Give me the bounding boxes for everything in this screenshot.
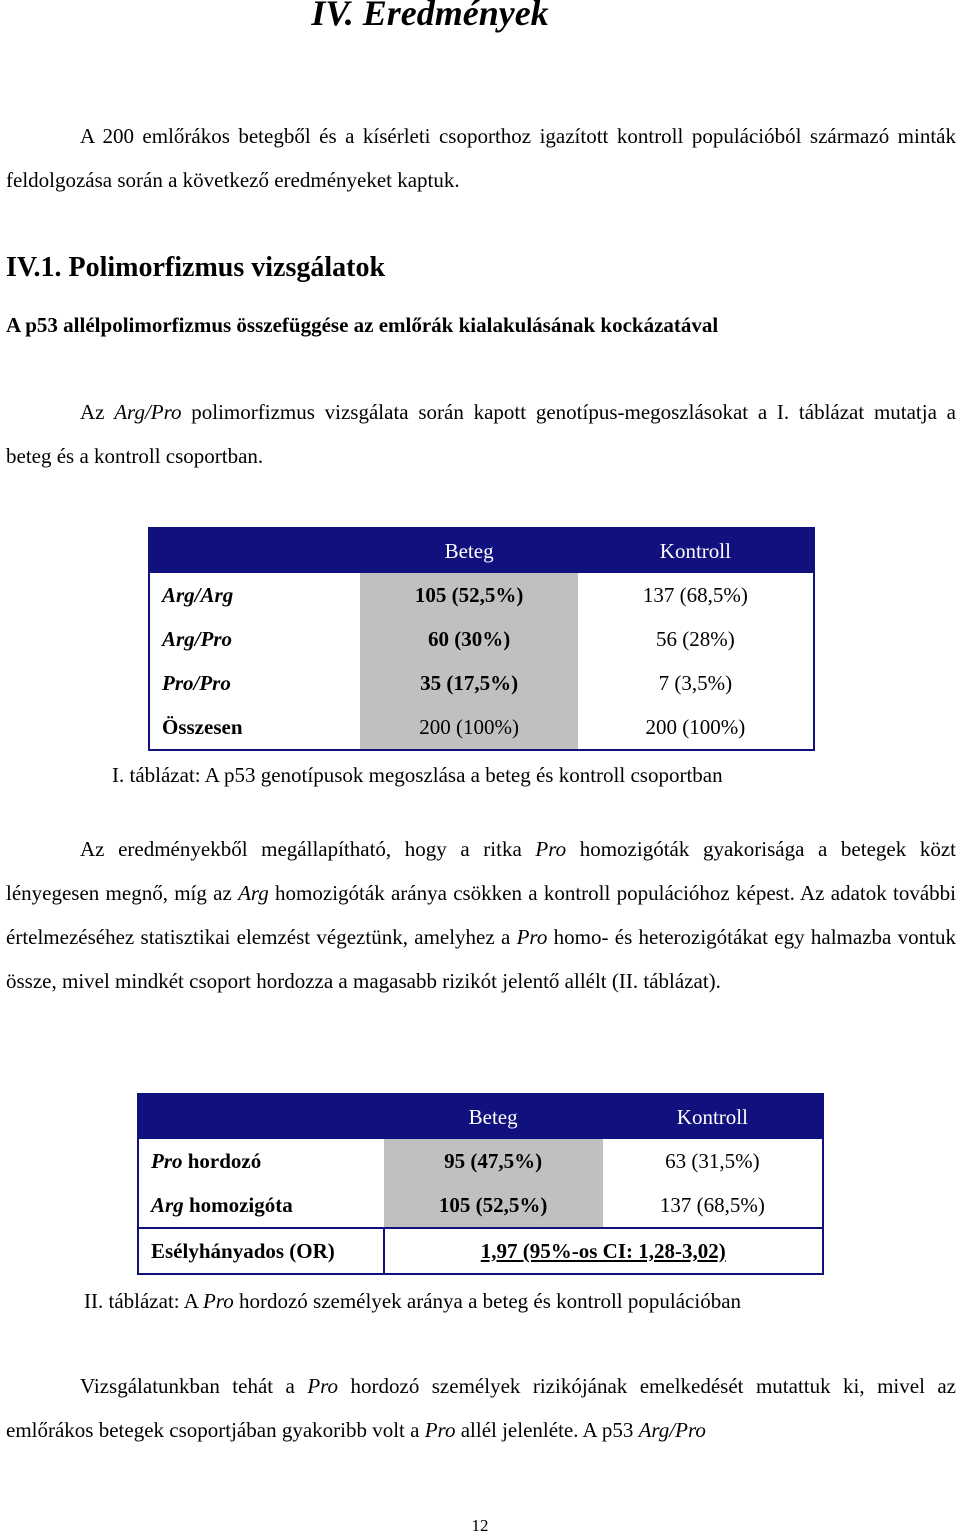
p1-italic-arg-pro: Arg/Pro [114,400,182,424]
table-row-total [149,705,814,750]
intro-paragraph: A 200 emlőrákos betegből és a kísérleti csoporthoz igazított kontroll populációból származó minták feldolgozása során a következő eredményeket kaptuk. [6,124,956,192]
page-number: 12 [471,1516,489,1535]
odds-ratio-row [138,1228,823,1274]
header-kontroll: Kontroll [578,528,814,573]
subsection-title: A p53 allélpolimorfizmus összefüggése az emlőrák kialakulásának kockázatával [6,313,719,337]
row-label: Összesen [162,714,243,739]
odds-ratio-label: Esélyhányados (OR) [138,1228,384,1274]
kontroll-cell: 200 (100%) [645,714,746,739]
row-label-rest: homozigóta [183,1192,293,1217]
odds-ratio-value: 1,97 (95%-os CI: 1,28-3,02) [384,1228,824,1274]
kontroll-cell: 56 (28%) [656,626,735,651]
header-beteg: Beteg [360,528,577,573]
p2-text-a: Az eredményekből megállapítható, hogy a ritka [80,837,536,861]
row-label-italic: Pro [151,1148,183,1173]
p1-text-a: Az [80,400,115,424]
kontroll-cell: 137 (68,5%) [659,1192,765,1217]
chapter-title: IV. Eredmények [311,0,549,33]
p2-text-g: homo- és heterozigótákat egy halmazba vontuk össze, mivel mindkét csoport hordozza a magasabb rizikót jelentő allélt (II. táblázat). [6,925,956,993]
p2-text-c: homozigóták gyakorisága a betegek közt lényegesen megnő, míg az [6,837,956,905]
row-label: Arg/Arg [162,582,234,607]
genotype-table [148,527,815,751]
table-header-row [149,528,814,573]
p3-italic-pro-2: Pro [424,1418,456,1442]
p3-italic-arg-pro: Arg/Pro [638,1418,706,1442]
row-label: Pro/Pro [162,670,231,695]
header-empty-cell [138,1094,384,1139]
carrier-table [137,1093,824,1275]
table-header-row [138,1094,823,1139]
caption-italic-pro: Pro [202,1289,234,1313]
row-label [138,1139,384,1183]
table-row [138,1139,823,1183]
table-row [149,573,814,617]
p2-italic-pro: Pro [535,837,567,861]
row-label: Arg/Pro [162,626,233,651]
p2-italic-arg: Arg [238,881,269,905]
p2-italic-pro-2: Pro [516,925,548,949]
paragraph-3 [6,1364,956,1452]
kontroll-cell: 7 (3,5%) [658,670,733,695]
beteg-cell: 60 (30%) [360,617,577,661]
paragraph-1 [6,390,956,478]
row-label [138,1183,384,1228]
table2-caption [84,1289,741,1314]
table-row [149,617,814,661]
beteg-cell: 105 (52,5%) [384,1183,603,1228]
header-kontroll: Kontroll [603,1094,823,1139]
section-title: IV.1. Polimorfizmus vizsgálatok [6,252,386,283]
p3-italic-pro: Pro [307,1374,339,1398]
header-beteg: Beteg [384,1094,603,1139]
row-label-rest: hordozó [182,1148,262,1173]
header-empty-cell [149,528,360,573]
p3-text-c: hordozó személyek rizikójának emelkedését mutattuk ki, mivel az emlőrákos betegek csoportjában gyakoribb volt a [6,1374,956,1442]
beteg-cell: 35 (17,5%) [360,661,577,705]
paragraph-2 [6,827,956,1003]
beteg-cell: 200 (100%) [360,705,577,750]
beteg-cell: 105 (52,5%) [360,573,577,617]
kontroll-cell: 63 (31,5%) [665,1148,760,1173]
caption-text-a: II. táblázat: A [84,1289,203,1313]
p3-text-e: allél jelenléte. A p53 [455,1418,639,1442]
kontroll-cell: 137 (68,5%) [642,582,748,607]
beteg-cell: 95 (47,5%) [384,1139,603,1183]
caption-text-c: hordozó személyek aránya a beteg és kontroll populációban [233,1289,742,1313]
p3-text-a: Vizsgálatunkban tehát a [80,1374,308,1398]
table-row [138,1183,823,1228]
table1-caption: I. táblázat: A p53 genotípusok megoszlása a beteg és kontroll csoportban [112,763,723,787]
row-label-italic: Arg [151,1192,184,1217]
p1-text-c: polimorfizmus vizsgálata során kapott genotípus-megoszlásokat a I. táblázat mutatja a beteg és a kontroll csoportban. [6,400,956,468]
p2-text-e: homozigóták aránya csökken a kontroll populációhoz képest. Az adatok további értelmezéséhez statisztikai elemzést végeztünk, amelyhez a [6,881,956,949]
table-row [149,661,814,705]
